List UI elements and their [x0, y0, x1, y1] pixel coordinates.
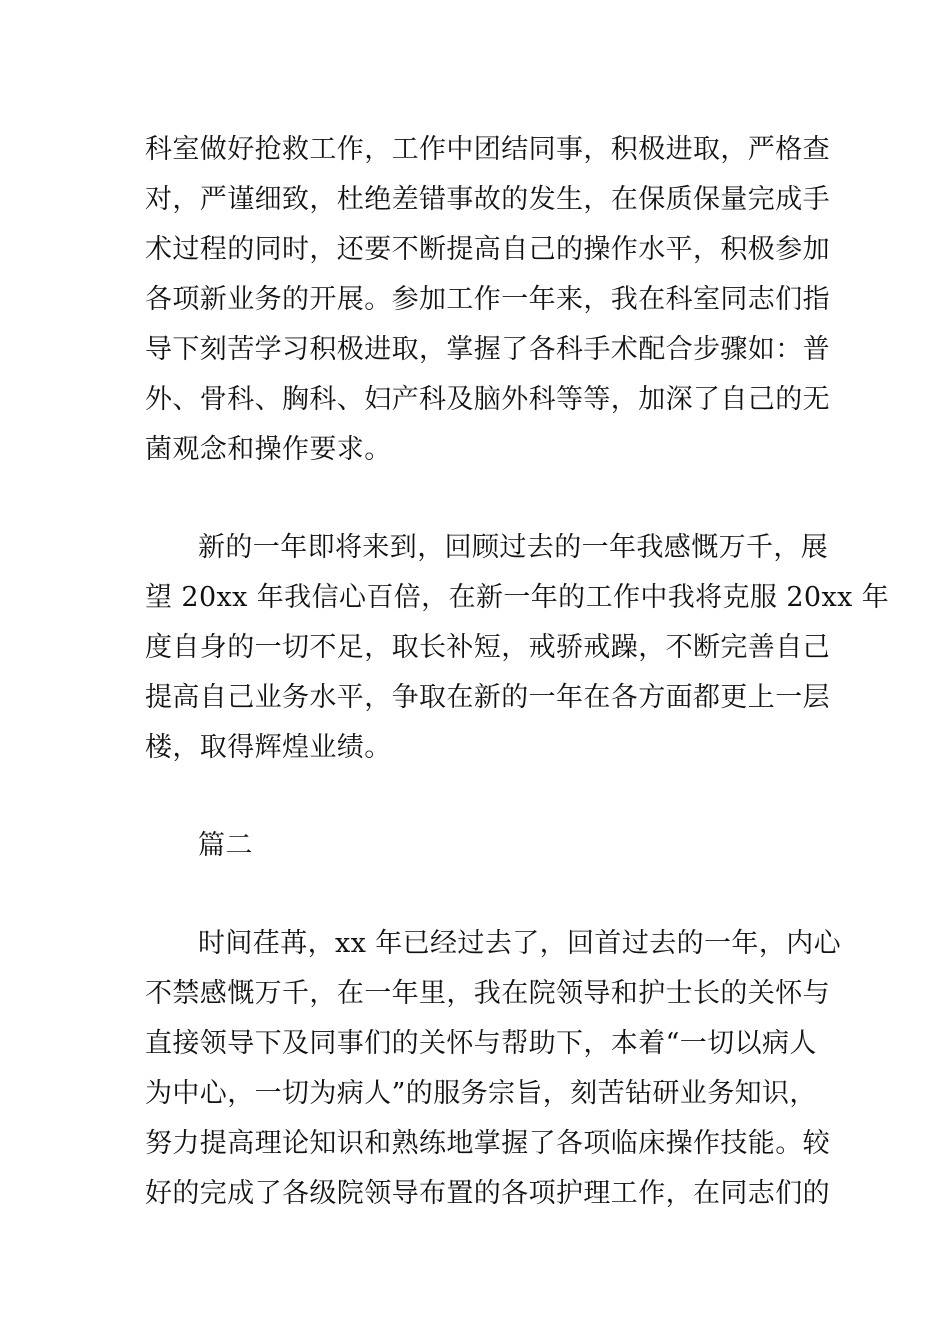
paragraph-1-line: 导下刻苦学习积极进取，掌握了各科手术配合步骤如：普	[145, 334, 830, 365]
paragraph-3-line: 不禁感慨万千，在一年里，我在院领导和护士长的关怀与	[145, 978, 830, 1009]
section-heading: 篇二	[198, 830, 253, 861]
paragraph-1-line: 科室做好抢救工作，工作中团结同事，积极进取，严格查	[145, 134, 830, 165]
paragraph-3-line: 直接领导下及同事们的关怀与帮助下，本着“一切以病人	[145, 1028, 817, 1059]
paragraph-2-line: 楼，取得辉煌业绩。	[145, 732, 392, 763]
paragraph-3-line: 努力提高理论知识和熟练地掌握了各项临床操作技能。较	[145, 1128, 830, 1159]
paragraph-1-line: 各项新业务的开展。参加工作一年来，我在科室同志们指	[145, 284, 830, 315]
paragraph-2-line: 提高自己业务水平，争取在新的一年在各方面都更上一层	[145, 682, 830, 713]
paragraph-3-line: 时间荏苒，xx 年已经过去了，回首过去的一年，内心	[198, 928, 842, 959]
paragraph-2-line: 望 20xx 年我信心百倍，在新一年的工作中我将克服 20xx 年	[145, 582, 890, 613]
paragraph-3-line: 好的完成了各级院领导布置的各项护理工作，在同志们的	[145, 1178, 830, 1209]
paragraph-1-line: 对，严谨细致，杜绝差错事故的发生，在保质保量完成手	[145, 184, 830, 215]
paragraph-1-line: 术过程的同时，还要不断提高自己的操作水平，积极参加	[145, 234, 830, 265]
paragraph-1-line: 外、骨科、胸科、妇产科及脑外科等等，加深了自己的无	[145, 384, 830, 415]
paragraph-1-line: 菌观念和操作要求。	[145, 434, 392, 465]
paragraph-2-line: 度自身的一切不足，取长补短，戒骄戒躁，不断完善自己	[145, 632, 830, 663]
paragraph-2-line: 新的一年即将来到，回顾过去的一年我感慨万千，展	[198, 532, 829, 563]
paragraph-3-line: 为中心，一切为病人”的服务宗旨，刻苦钻研业务知识，	[145, 1078, 817, 1109]
